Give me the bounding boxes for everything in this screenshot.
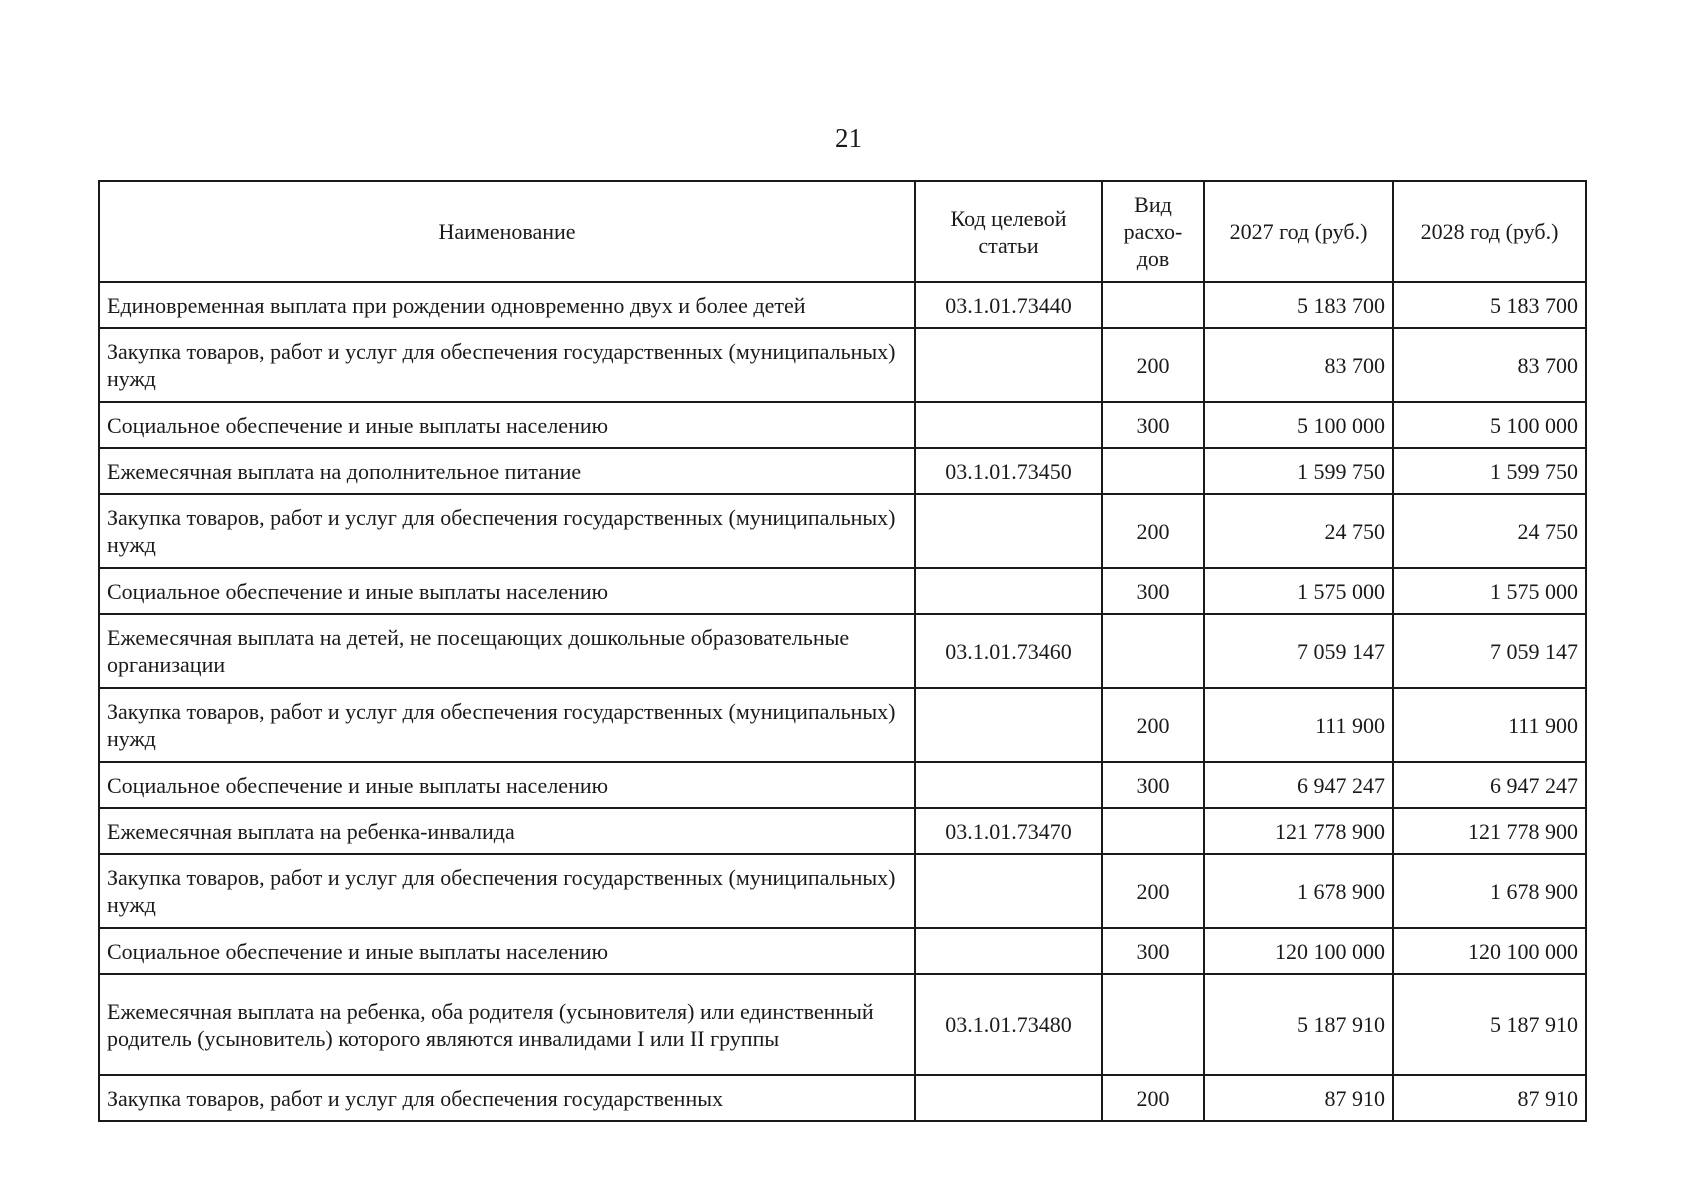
row-amount-2027: 120 100 000 [1204,928,1393,974]
row-code: 03.1.01.73440 [915,282,1102,328]
row-amount-2027: 1 599 750 [1204,448,1393,494]
header-row [99,181,1586,282]
row-amount-2028: 5 100 000 [1393,402,1586,448]
row-amount-2027: 5 187 910 [1204,974,1393,1075]
row-name: Социальное обеспечение и иные выплаты населению [99,928,915,974]
row-code [915,688,1102,762]
row-amount-2028: 1 599 750 [1393,448,1586,494]
row-name: Ежемесячная выплата на ребенка, оба родителя (усыновителя) или единственный родитель (усыновитель) которого являются инвалидами I или II группы [99,974,915,1075]
row-name: Ежемесячная выплата на ребенка-инвалида [99,808,915,854]
row-expense-type: 200 [1102,328,1204,402]
row-expense-type: 300 [1102,402,1204,448]
row-expense-type: 200 [1102,494,1204,568]
table-row [99,808,1586,854]
row-amount-2027: 6 947 247 [1204,762,1393,808]
table-body [99,282,1586,1121]
row-expense-type: 300 [1102,928,1204,974]
table-row [99,614,1586,688]
row-amount-2028: 111 900 [1393,688,1586,762]
table-row [99,762,1586,808]
row-code [915,402,1102,448]
row-code: 03.1.01.73470 [915,808,1102,854]
row-code [915,494,1102,568]
row-amount-2027: 83 700 [1204,328,1393,402]
row-amount-2028: 5 187 910 [1393,974,1586,1075]
row-amount-2028: 6 947 247 [1393,762,1586,808]
row-amount-2027: 5 183 700 [1204,282,1393,328]
row-expense-type [1102,448,1204,494]
row-code [915,762,1102,808]
table-row [99,1075,1586,1121]
row-amount-2027: 87 910 [1204,1075,1393,1121]
table-row [99,494,1586,568]
row-expense-type: 200 [1102,854,1204,928]
row-code: 03.1.01.73460 [915,614,1102,688]
row-code [915,854,1102,928]
row-amount-2027: 121 778 900 [1204,808,1393,854]
row-name: Социальное обеспечение и иные выплаты населению [99,402,915,448]
row-code [915,1075,1102,1121]
row-amount-2027: 1 575 000 [1204,568,1393,614]
table-row [99,328,1586,402]
table-row [99,448,1586,494]
row-code: 03.1.01.73450 [915,448,1102,494]
row-amount-2028: 1 678 900 [1393,854,1586,928]
row-name: Социальное обеспечение и иные выплаты населению [99,568,915,614]
row-amount-2027: 24 750 [1204,494,1393,568]
row-amount-2028: 5 183 700 [1393,282,1586,328]
row-code [915,328,1102,402]
table-row [99,688,1586,762]
row-amount-2027: 7 059 147 [1204,614,1393,688]
row-expense-type [1102,808,1204,854]
row-amount-2027: 5 100 000 [1204,402,1393,448]
row-name: Социальное обеспечение и иные выплаты населению [99,762,915,808]
row-amount-2028: 1 575 000 [1393,568,1586,614]
row-name: Единовременная выплата при рождении одновременно двух и более детей [99,282,915,328]
budget-table [98,180,1587,1122]
row-amount-2028: 83 700 [1393,328,1586,402]
table-row [99,854,1586,928]
row-code [915,568,1102,614]
row-code [915,928,1102,974]
row-expense-type [1102,614,1204,688]
row-name: Закупка товаров, работ и услуг для обеспечения государственных (муниципальных) нужд [99,688,915,762]
row-expense-type: 200 [1102,688,1204,762]
page-number: 21 [835,123,862,153]
row-amount-2027: 111 900 [1204,688,1393,762]
row-amount-2028: 121 778 900 [1393,808,1586,854]
table-row [99,568,1586,614]
row-amount-2028: 120 100 000 [1393,928,1586,974]
row-name: Ежемесячная выплата на детей, не посещающих дошкольные образовательные организации [99,614,915,688]
header-code: Код целевой статьи [915,181,1102,282]
row-expense-type [1102,974,1204,1075]
row-expense-type: 300 [1102,568,1204,614]
table-row [99,282,1586,328]
row-name: Закупка товаров, работ и услуг для обеспечения государственных (муниципальных) нужд [99,854,915,928]
row-expense-type [1102,282,1204,328]
row-name: Закупка товаров, работ и услуг для обеспечения государственных (муниципальных) нужд [99,494,915,568]
table-row [99,928,1586,974]
header-year-2028: 2028 год (руб.) [1393,181,1586,282]
row-expense-type: 300 [1102,762,1204,808]
row-expense-type: 200 [1102,1075,1204,1121]
header-name: Наименование [99,181,915,282]
row-name: Ежемесячная выплата на дополнительное питание [99,448,915,494]
row-code: 03.1.01.73480 [915,974,1102,1075]
header-year-2027: 2027 год (руб.) [1204,181,1393,282]
row-amount-2027: 1 678 900 [1204,854,1393,928]
header-expense-type: Вид расхо-дов [1102,181,1204,282]
row-name: Закупка товаров, работ и услуг для обеспечения государственных (муниципальных) нужд [99,328,915,402]
row-name: Закупка товаров, работ и услуг для обеспечения государственных [99,1075,915,1121]
row-amount-2028: 87 910 [1393,1075,1586,1121]
table-header [99,181,1586,282]
table-row [99,402,1586,448]
row-amount-2028: 24 750 [1393,494,1586,568]
row-amount-2028: 7 059 147 [1393,614,1586,688]
table-row [99,974,1586,1075]
